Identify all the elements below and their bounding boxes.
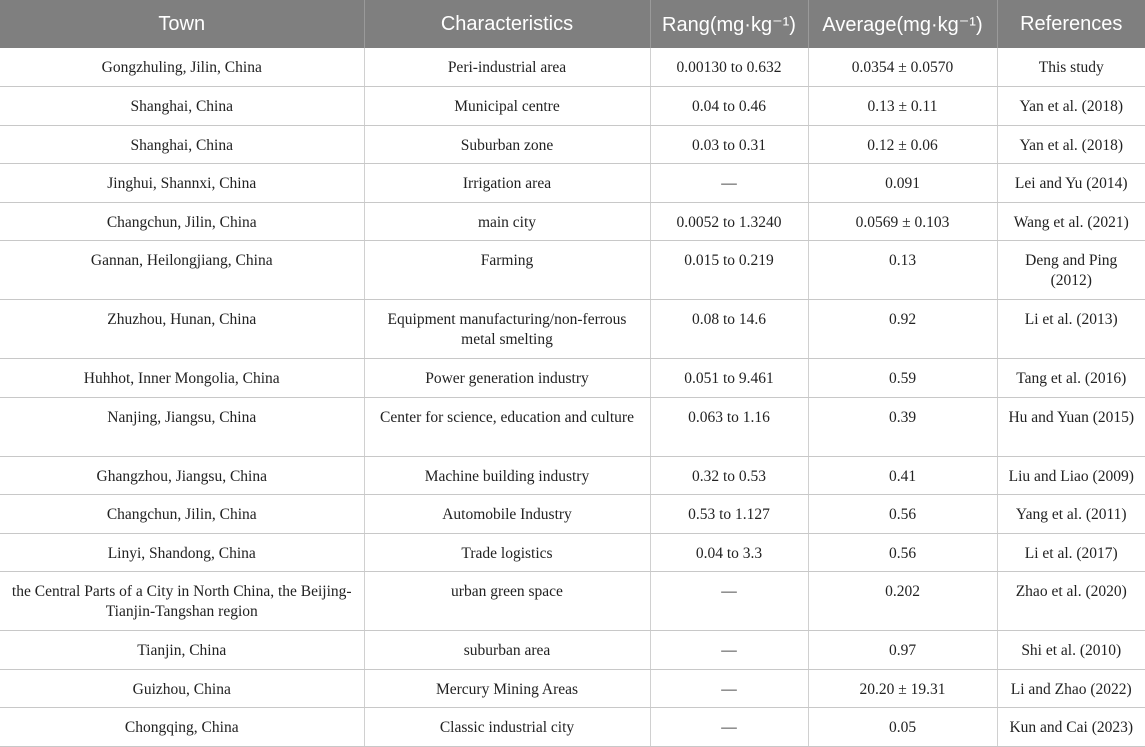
cell-average: 0.41 xyxy=(808,456,997,495)
cell-range: 0.04 to 0.46 xyxy=(650,87,808,126)
cell-characteristics: Equipment manufacturing/non-ferrous metal smelting xyxy=(364,300,650,359)
cell-town: the Central Parts of a City in North China, the Beijing-Tianjin-Tangshan region xyxy=(0,572,364,631)
table-row xyxy=(0,533,1145,572)
cell-range: — xyxy=(650,164,808,203)
cell-range: 0.32 to 0.53 xyxy=(650,456,808,495)
cell-town: Zhuzhou, Hunan, China xyxy=(0,300,364,359)
cell-reference: Yan et al. (2018) xyxy=(997,125,1145,164)
cell-reference: Tang et al. (2016) xyxy=(997,359,1145,398)
table-body xyxy=(0,48,1145,746)
cell-average: 0.13 ± 0.11 xyxy=(808,87,997,126)
cell-characteristics: Municipal centre xyxy=(364,87,650,126)
cell-town: Chongqing, China xyxy=(0,708,364,747)
cell-town: Guizhou, China xyxy=(0,669,364,708)
cell-average: 0.05 xyxy=(808,708,997,747)
cell-characteristics: urban green space xyxy=(364,572,650,631)
cell-town: Ghangzhou, Jiangsu, China xyxy=(0,456,364,495)
table-row xyxy=(0,48,1145,87)
cell-range: — xyxy=(650,631,808,670)
cell-town: Huhhot, Inner Mongolia, China xyxy=(0,359,364,398)
cell-characteristics: Farming xyxy=(364,241,650,300)
table-header xyxy=(0,0,1145,48)
cell-reference: Yan et al. (2018) xyxy=(997,87,1145,126)
header-row xyxy=(0,0,1145,48)
cell-range: 0.04 to 3.3 xyxy=(650,533,808,572)
cell-average: 0.39 xyxy=(808,397,997,456)
cell-reference: Deng and Ping (2012) xyxy=(997,241,1145,300)
table-row xyxy=(0,631,1145,670)
cell-average: 0.202 xyxy=(808,572,997,631)
cell-reference: Yang et al. (2011) xyxy=(997,495,1145,534)
cell-characteristics: Machine building industry xyxy=(364,456,650,495)
cell-characteristics: suburban area xyxy=(364,631,650,670)
table-row xyxy=(0,300,1145,359)
cell-range: — xyxy=(650,708,808,747)
cell-average: 0.56 xyxy=(808,533,997,572)
header-town: Town xyxy=(0,0,364,48)
cell-characteristics: Power generation industry xyxy=(364,359,650,398)
cell-reference: Lei and Yu (2014) xyxy=(997,164,1145,203)
cell-average: 0.0354 ± 0.0570 xyxy=(808,48,997,87)
cell-reference: Shi et al. (2010) xyxy=(997,631,1145,670)
cell-town: Nanjing, Jiangsu, China xyxy=(0,397,364,456)
cell-range: 0.53 to 1.127 xyxy=(650,495,808,534)
table-row xyxy=(0,572,1145,631)
cell-reference: Li et al. (2017) xyxy=(997,533,1145,572)
cell-characteristics: Peri-industrial area xyxy=(364,48,650,87)
cell-reference: This study xyxy=(997,48,1145,87)
cell-average: 0.12 ± 0.06 xyxy=(808,125,997,164)
cell-range: — xyxy=(650,572,808,631)
cell-reference: Zhao et al. (2020) xyxy=(997,572,1145,631)
cell-characteristics: Trade logistics xyxy=(364,533,650,572)
header-average: Average(mg·kg⁻¹) xyxy=(808,0,997,48)
cell-town: Tianjin, China xyxy=(0,631,364,670)
cell-reference: Li et al. (2013) xyxy=(997,300,1145,359)
cell-town: Jinghui, Shannxi, China xyxy=(0,164,364,203)
cell-characteristics: Irrigation area xyxy=(364,164,650,203)
cell-town: Changchun, Jilin, China xyxy=(0,202,364,241)
header-references: References xyxy=(997,0,1145,48)
cell-average: 0.0569 ± 0.103 xyxy=(808,202,997,241)
cell-reference: Hu and Yuan (2015) xyxy=(997,397,1145,456)
cell-average: 20.20 ± 19.31 xyxy=(808,669,997,708)
table-row xyxy=(0,708,1145,747)
cell-town: Changchun, Jilin, China xyxy=(0,495,364,534)
cell-characteristics: main city xyxy=(364,202,650,241)
cell-average: 0.56 xyxy=(808,495,997,534)
cell-range: 0.063 to 1.16 xyxy=(650,397,808,456)
cell-range: 0.00130 to 0.632 xyxy=(650,48,808,87)
cell-characteristics: Classic industrial city xyxy=(364,708,650,747)
cell-range: — xyxy=(650,669,808,708)
table-row xyxy=(0,164,1145,203)
cell-average: 0.97 xyxy=(808,631,997,670)
header-characteristics: Characteristics xyxy=(364,0,650,48)
cell-reference: Wang et al. (2021) xyxy=(997,202,1145,241)
cell-range: 0.03 to 0.31 xyxy=(650,125,808,164)
cell-characteristics: Center for science, education and culture xyxy=(364,397,650,456)
table-row xyxy=(0,397,1145,456)
cell-range: 0.051 to 9.461 xyxy=(650,359,808,398)
table-row xyxy=(0,202,1145,241)
cell-reference: Li and Zhao (2022) xyxy=(997,669,1145,708)
cell-characteristics: Automobile Industry xyxy=(364,495,650,534)
table-row xyxy=(0,87,1145,126)
header-range: Rang(mg·kg⁻¹) xyxy=(650,0,808,48)
cell-town: Linyi, Shandong, China xyxy=(0,533,364,572)
cell-town: Gongzhuling, Jilin, China xyxy=(0,48,364,87)
table-row xyxy=(0,241,1145,300)
table-row xyxy=(0,359,1145,398)
cell-town: Shanghai, China xyxy=(0,125,364,164)
table-row xyxy=(0,669,1145,708)
cell-town: Gannan, Heilongjiang, China xyxy=(0,241,364,300)
cell-characteristics: Mercury Mining Areas xyxy=(364,669,650,708)
cell-characteristics: Suburban zone xyxy=(364,125,650,164)
cell-town: Shanghai, China xyxy=(0,87,364,126)
cell-range: 0.08 to 14.6 xyxy=(650,300,808,359)
cell-average: 0.59 xyxy=(808,359,997,398)
cell-range: 0.015 to 0.219 xyxy=(650,241,808,300)
cell-range: 0.0052 to 1.3240 xyxy=(650,202,808,241)
table-row xyxy=(0,495,1145,534)
cell-reference: Liu and Liao (2009) xyxy=(997,456,1145,495)
table-row xyxy=(0,456,1145,495)
cell-average: 0.92 xyxy=(808,300,997,359)
cell-average: 0.091 xyxy=(808,164,997,203)
cell-reference: Kun and Cai (2023) xyxy=(997,708,1145,747)
table-row xyxy=(0,125,1145,164)
cell-average: 0.13 xyxy=(808,241,997,300)
